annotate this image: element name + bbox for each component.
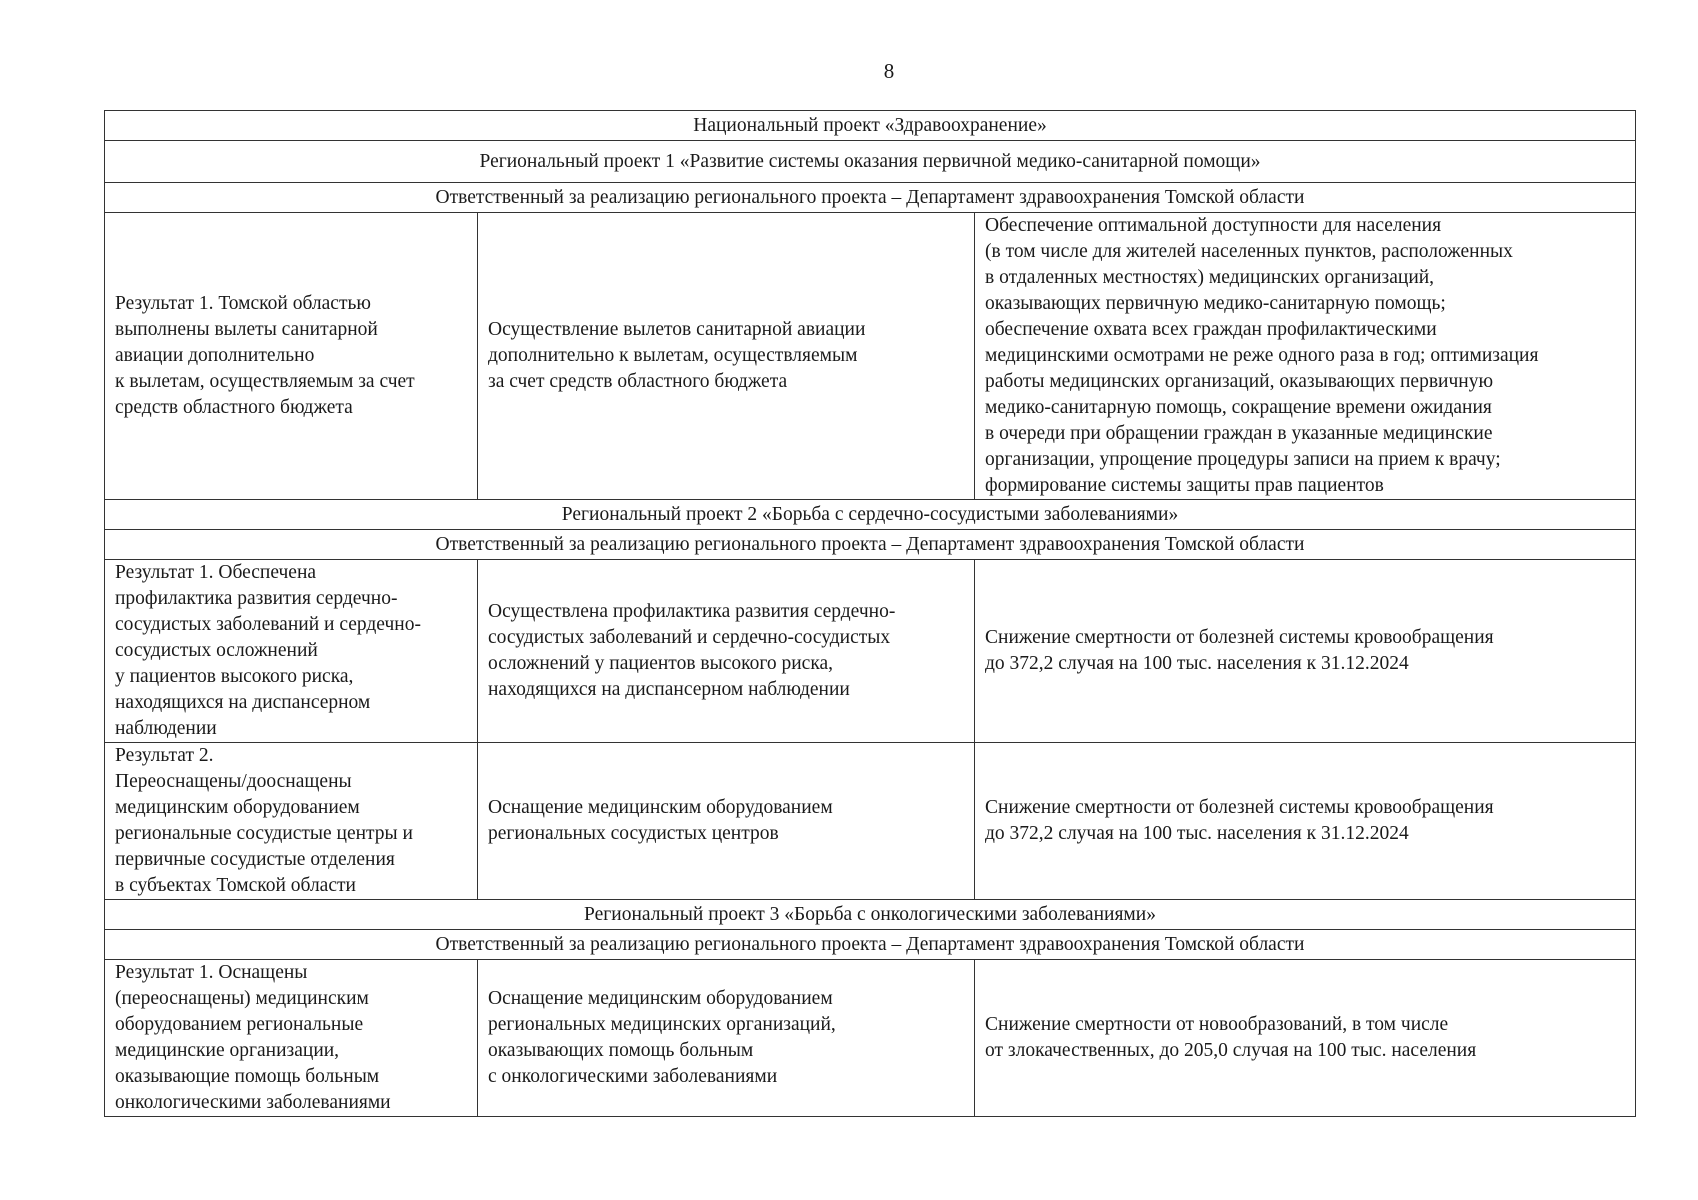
national-project-title: Национальный проект «Здравоохранение» [105, 111, 1636, 141]
effect-cell: Снижение смертности от болезней системы кровообращения до 372,2 случая на 100 тыс. населения к 31.12.2024 [975, 743, 1636, 900]
task-cell: Осуществление вылетов санитарной авиации дополнительно к вылетам, осуществляемым за счет средств областного бюджета [478, 213, 975, 500]
effect-cell: Снижение смертности от болезней системы кровообращения до 372,2 случая на 100 тыс. населения к 31.12.2024 [975, 560, 1636, 743]
national-project-row [105, 111, 1636, 141]
table-row [105, 743, 1636, 900]
regional-project-row [105, 500, 1636, 530]
projects-table [104, 110, 1636, 1117]
regional-project-row [105, 141, 1636, 183]
effect-cell: Обеспечение оптимальной доступности для населения (в том числе для жителей населенных пунктов, расположенных в отдаленных местностях) медицинских организаций, оказывающих первичную медико-санитарную помощь; обеспечение охвата всех граждан профилактическими медицинскими осмотрами не реже одного раза в год; оптимизация работы медицинских организаций, оказывающих первичную медико-санитарную помощь, сокращение времени ожидания в очереди при обращении граждан в указанные медицинские организации, упрощение процедуры записи на прием к врачу; формирование системы защиты прав пациентов [975, 213, 1636, 500]
result-cell: Результат 2. Переоснащены/дооснащены медицинским оборудованием региональные сосудистые центры и первичные сосудистые отделения в субъектах Томской области [105, 743, 478, 900]
task-cell: Оснащение медицинским оборудованием региональных медицинских организаций, оказывающих помощь больным с онкологическими заболеваниями [478, 960, 975, 1117]
responsible-text: Ответственный за реализацию регионального проекта – Департамент здравоохранения Томской области [105, 530, 1636, 560]
table-row [105, 213, 1636, 500]
responsible-row [105, 183, 1636, 213]
responsible-row [105, 530, 1636, 560]
effect-cell: Снижение смертности от новообразований, в том числе от злокачественных, до 205,0 случая на 100 тыс. населения [975, 960, 1636, 1117]
regional-project-title: Региональный проект 1 «Развитие системы оказания первичной медико-санитарной помощи» [105, 141, 1636, 183]
responsible-row [105, 930, 1636, 960]
task-cell: Оснащение медицинским оборудованием региональных сосудистых центров [478, 743, 975, 900]
table-row [105, 960, 1636, 1117]
result-cell: Результат 1. Оснащены (переоснащены) медицинским оборудованием региональные медицинские организации, оказывающие помощь больным онкологическими заболеваниями [105, 960, 478, 1117]
task-cell: Осуществлена профилактика развития сердечно- сосудистых заболеваний и сердечно-сосудистых осложнений у пациентов высокого риска, находящихся на диспансерном наблюдении [478, 560, 975, 743]
page-number: 8 [883, 59, 895, 83]
table-row [105, 560, 1636, 743]
responsible-text: Ответственный за реализацию регионального проекта – Департамент здравоохранения Томской области [105, 930, 1636, 960]
regional-project-title: Региональный проект 3 «Борьба с онкологическими заболеваниями» [105, 900, 1636, 930]
result-cell: Результат 1. Обеспечена профилактика развития сердечно- сосудистых заболеваний и сердечно- сосудистых осложнений у пациентов высокого риска, находящихся на диспансерном наблюдении [105, 560, 478, 743]
result-cell: Результат 1. Томской областью выполнены вылеты санитарной авиации дополнительно к вылетам, осуществляемым за счет средств областного бюджета [105, 213, 478, 500]
regional-project-title: Региональный проект 2 «Борьба с сердечно-сосудистыми заболеваниями» [105, 500, 1636, 530]
regional-project-row [105, 900, 1636, 930]
responsible-text: Ответственный за реализацию регионального проекта – Департамент здравоохранения Томской области [105, 183, 1636, 213]
